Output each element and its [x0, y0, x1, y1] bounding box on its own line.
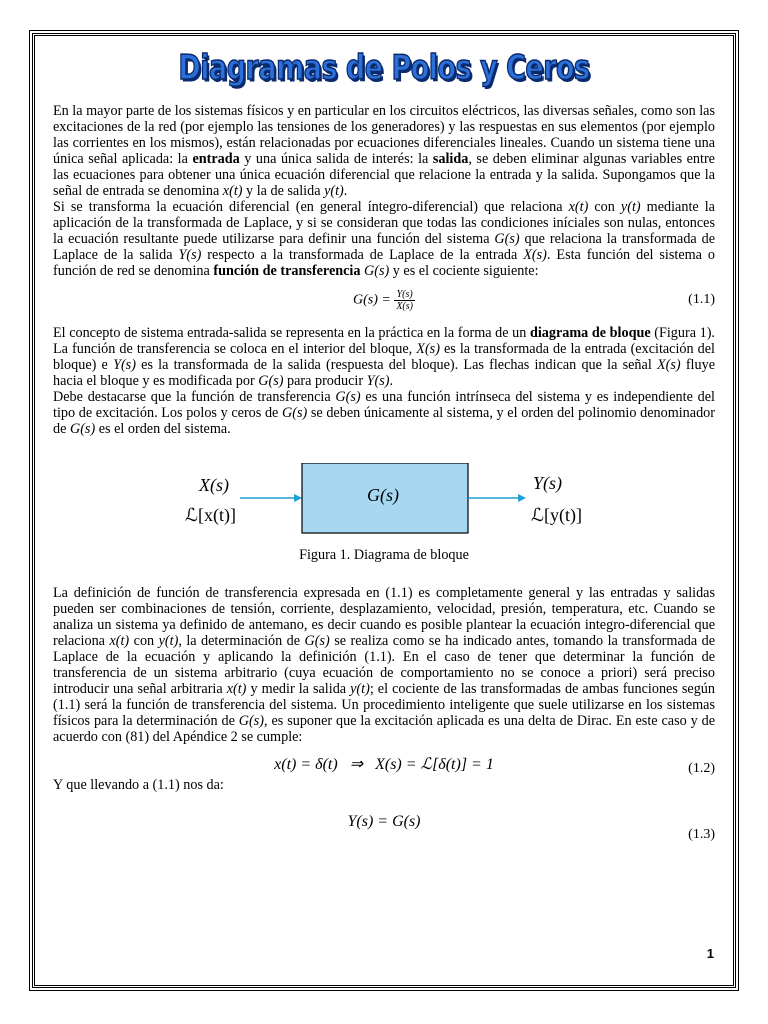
- text: ; el cociente de las transformadas de ambas funciones según (1.1) será la función de transferencia del sistema. Un procedimiento inteligente que suele utilizarse en los sistemas físicos para la determinación de: [53, 681, 715, 729]
- equation-body: x(t) = δ(t) ⇒ X(s) = ℒ[δ(t)] = 1: [274, 756, 494, 773]
- page-title: Diagramas de Polos y Ceros: [178, 49, 590, 88]
- paragraph-laplace: [53, 199, 715, 279]
- fraction-denominator: X(s): [396, 301, 413, 312]
- text: .: [343, 183, 348, 199]
- text: respecto a la transformada de Laplace de la entrada: [201, 247, 524, 263]
- text: mediante la aplicación de la transformada de Laplace, y si se consideran que todas las condiciones iníciales son nulas, entonces la ecuación resultante puede utilizarse para definir una función del sistema: [53, 199, 715, 247]
- math-var: X(s): [523, 247, 547, 263]
- diagram-input-laplace: ℒ[x(t)]: [185, 505, 236, 525]
- text: La definición de función de transferencia expresada en (1.1) es completamente general y las entradas y salidas pueden ser combinaciones de tensión, corriente, desplazamiento, velocidad, presión, temperatura, etc. Cuando se analiza un sistema ya definido de antemano, es decir cuando es posible plantear la ecuación integro-diferencial que relaciona: [53, 585, 715, 649]
- math-var: y(t): [158, 633, 179, 649]
- text: con: [129, 633, 159, 649]
- math-var: x(t): [226, 681, 247, 697]
- math-var: y(t): [324, 183, 344, 199]
- math-var: G(s): [335, 389, 361, 405]
- math-var: G(s): [304, 633, 330, 649]
- text: , es suponer que la excitación aplicada es una delta de Dirac. En este caso y de acuerdo con (81) del Apéndice 2 se cumple:: [53, 713, 716, 745]
- math-var: y(t): [620, 199, 641, 215]
- math-var: G(s): [494, 231, 520, 247]
- paragraph-block-diagram: [53, 325, 715, 389]
- bold-term: función de transferencia: [213, 263, 361, 279]
- diagram-output-laplace: ℒ[y(t)]: [531, 505, 582, 525]
- text: Debe destacarse que la función de transferencia: [53, 389, 336, 405]
- text: , se deben eliminar algunas variables entre las ecuaciones para obtener una única ecuación diferencial que relacione la entrada y la salida. Supongamos que la señal de entrada se denomina: [53, 151, 715, 199]
- bold-term: salida: [432, 151, 469, 167]
- equation-1-1: [53, 279, 715, 319]
- paragraph-intro: [53, 103, 715, 199]
- diagram-output-label: Y(s): [533, 473, 563, 493]
- title-wrap: [53, 49, 715, 99]
- text: y es el cociente siguiente:: [389, 263, 539, 279]
- text: se realiza como se ha indicado antes, tomando la transformada de Laplace de la ecuación y aplicando la definición (1.1). En el caso de tener que determinar la función de transferencia de un sistema arbitrario (cuya ecuación de comportamiento no se conoce a priori) será preciso introducir una señal arbitraria: [53, 633, 715, 697]
- text: es la transformada de la salida (respuesta del bloque). Las flechas indican que la señal: [135, 357, 657, 373]
- text: con: [588, 199, 621, 215]
- bold-term: entrada: [192, 151, 240, 167]
- text: y la de salida: [242, 183, 325, 199]
- math-var: Y(s): [178, 247, 202, 263]
- text: En la mayor parte de los sistemas físicos y en particular en los circuitos eléctricos, las diversas señales, como son las excitaciones de la red (por ejemplo las tensiones de los generadores) y las respuestas en sus elementos (por ejemplo las corrientes en los mismos), están relacionadas por ecuaciones diferenciales lineales. Cuando un sistema tiene una única señal aplicada: la: [53, 103, 715, 167]
- math-var: y(t): [350, 681, 370, 697]
- page-number: 1: [706, 946, 714, 961]
- text: se deben únicamente al sistema, y el orden del polinomio denominador de: [53, 405, 715, 437]
- math-var: X(s): [656, 357, 681, 373]
- paragraph-leading: Y que llevando a (1.1) nos da:: [53, 777, 224, 793]
- equation-1-2: [53, 745, 715, 777]
- math-var: G(s): [281, 405, 308, 421]
- text: El concepto de sistema entrada-salida se representa en la práctica en la forma de un: [53, 325, 530, 341]
- text: es una función intrínseca del sistema y es independiente del tipo de excitación. Los polos y ceros de: [53, 389, 715, 421]
- equation-number: (1.2): [688, 761, 715, 776]
- math-var: G(s): [69, 421, 96, 437]
- document-page: [53, 49, 716, 853]
- fraction: [394, 289, 415, 312]
- bold-term: diagrama de bloque: [529, 325, 651, 341]
- text: y medir la salida: [246, 681, 351, 697]
- math-var: G(s): [364, 263, 390, 279]
- text: es la transformada de la entrada (excitación del bloque) e: [53, 341, 715, 373]
- equation-number: (1.3): [688, 827, 715, 842]
- text: para producir: [283, 373, 367, 389]
- equation-body: [53, 289, 715, 312]
- block-diagram-figure: [53, 463, 715, 565]
- text: y una única salida de interés: la: [239, 151, 433, 167]
- math-var: Y(s): [113, 357, 136, 373]
- paragraph-definition: [53, 585, 715, 745]
- math-var: X(s): [416, 341, 440, 357]
- text: , la determinación de: [178, 633, 305, 649]
- text: fluye hacia el bloque y es modificada por: [53, 357, 715, 389]
- equation-1-3: [53, 793, 715, 853]
- math-var: x(t): [568, 199, 589, 215]
- text: que relaciona la transformada de Laplace de la salida: [53, 231, 715, 263]
- text: .: [389, 373, 394, 389]
- math-var: Y(s): [366, 373, 390, 389]
- figure-caption: Figura 1. Diagrama de bloque: [299, 547, 469, 563]
- equation-number: (1.1): [688, 292, 715, 307]
- math-var: G(s): [258, 373, 284, 389]
- input-arrowhead: [294, 494, 302, 502]
- diagram-input-label: X(s): [199, 475, 229, 495]
- equation-lhs: G(s) =: [352, 292, 395, 308]
- text: Si se transforma la ecuación diferencial (en general íntegro-diferencial) que relaciona: [53, 199, 569, 215]
- paragraph-intrinsic: [53, 389, 715, 437]
- text: es el orden del sistema.: [95, 421, 231, 437]
- fraction-numerator: Y(s): [394, 289, 415, 301]
- equation-body: Y(s) = G(s): [347, 813, 421, 830]
- text: (Figura 1). La función de transferencia se coloca en el interior del bloque,: [53, 325, 715, 357]
- math-var: G(s): [238, 713, 265, 729]
- math-var: x(t): [109, 633, 130, 649]
- math-var: x(t): [222, 183, 243, 199]
- text: . Esta función del sistema o función de red se denomina: [53, 247, 716, 279]
- block-label: G(s): [367, 485, 399, 505]
- output-arrowhead: [518, 494, 526, 502]
